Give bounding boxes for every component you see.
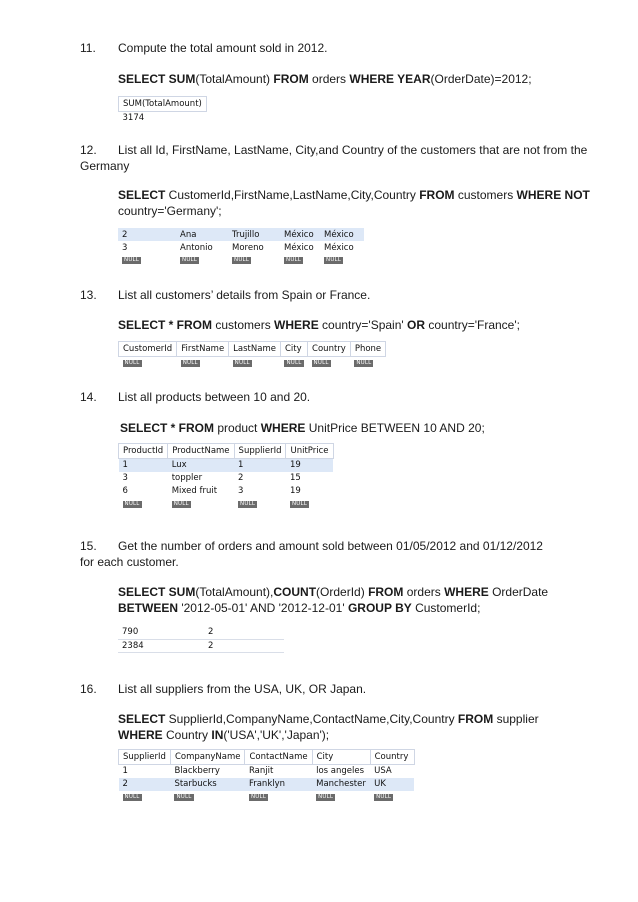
table-cell: Mixed fruit xyxy=(171,486,218,496)
null-row xyxy=(118,254,364,264)
table-cell: 1 xyxy=(234,459,286,472)
sql-text: (TotalAmount) xyxy=(195,72,274,86)
sql-text: (TotalAmount), xyxy=(195,585,274,599)
column-header: CompanyName xyxy=(170,750,245,765)
null-badge: NULL xyxy=(173,500,189,507)
column-header: ProductId xyxy=(119,444,168,459)
table-cell: Manchester xyxy=(312,778,370,791)
column-header: CustomerId xyxy=(119,342,177,357)
sql-query-13 xyxy=(118,317,520,333)
table-cell: Antonio xyxy=(180,242,213,253)
question-text: Get the number of orders and amount sold between 01/05/2012 and 01/12/2012 xyxy=(118,539,543,553)
table-cell: México xyxy=(320,228,364,241)
question-number: 15. xyxy=(80,539,97,553)
question-number: 13. xyxy=(80,288,97,302)
table-row xyxy=(118,626,284,639)
question-number: 12. xyxy=(80,143,97,157)
question-text: List all customers’ details from Spain or France. xyxy=(118,288,371,302)
null-badge: NULL xyxy=(124,500,140,507)
column-header: Country xyxy=(370,750,414,765)
sql-keyword: FROM xyxy=(457,712,494,726)
table-row xyxy=(119,778,415,791)
table-cell: 3 xyxy=(122,473,128,483)
table-cell: 2 xyxy=(238,473,244,483)
question-text: List all Id, FirstName, LastName, City,and Country of the customers that are not from the xyxy=(118,143,588,157)
table-cell: 2 xyxy=(119,778,171,791)
table-cell: 2 xyxy=(204,639,284,652)
result-grid-16 xyxy=(118,749,415,801)
sql-text: SupplierId,CompanyName,ContactName,City,Country xyxy=(165,712,458,726)
table-cell: Lux xyxy=(168,459,234,472)
sql-query-12 xyxy=(118,187,590,219)
table-cell: Blackberry xyxy=(174,766,220,777)
table-cell: Franklyn xyxy=(245,778,312,791)
column-header: UnitPrice xyxy=(286,444,333,459)
sql-text: country='France'; xyxy=(425,318,520,332)
table-row xyxy=(119,472,334,485)
table-cell: toppler xyxy=(171,473,203,483)
sql-text: (OrderId) xyxy=(316,585,369,599)
sql-keyword: SELECT xyxy=(118,712,166,726)
table-cell: USA xyxy=(374,766,392,777)
null-badge: NULL xyxy=(356,360,372,366)
sql-keyword: GROUP BY xyxy=(347,601,412,615)
column-header: City xyxy=(312,750,370,765)
table-cell: 3 xyxy=(122,242,128,253)
sql-keyword: SELECT * FROM xyxy=(120,421,215,435)
table-row xyxy=(118,228,364,241)
null-row xyxy=(119,498,334,508)
table-cell: los angeles xyxy=(316,766,365,777)
null-row xyxy=(119,357,386,368)
table-cell: 1 xyxy=(122,766,128,777)
sql-keyword: FROM xyxy=(368,585,404,599)
result-grid-15 xyxy=(118,626,284,653)
null-badge: NULL xyxy=(291,500,308,507)
null-badge: NULL xyxy=(234,257,250,263)
sql-keyword: SELECT SUM xyxy=(118,585,196,599)
null-badge: NULL xyxy=(250,793,267,800)
sql-text: Country xyxy=(162,728,212,742)
table-cell: 3174 xyxy=(122,113,145,124)
table-row xyxy=(119,485,334,498)
table-row xyxy=(119,459,334,472)
column-header: FirstName xyxy=(177,342,229,357)
sql-text: '2012-05-01' AND '2012-12-01' xyxy=(178,601,348,615)
sql-keyword: WHERE xyxy=(118,728,163,742)
table-cell: Moreno xyxy=(232,242,264,253)
result-grid-13 xyxy=(118,341,386,367)
null-badge: NULL xyxy=(176,793,192,800)
question-text-continued: Germany xyxy=(80,159,130,173)
table-cell: 2384 xyxy=(118,639,204,652)
sql-text: CustomerId; xyxy=(411,601,481,615)
sql-query-14 xyxy=(120,420,485,436)
sql-keyword: WHERE xyxy=(260,421,306,435)
table-cell: México xyxy=(280,228,320,241)
table-cell: 3 xyxy=(238,486,244,496)
column-header: Phone xyxy=(350,342,385,357)
sql-text: UnitPrice BETWEEN 10 AND 20; xyxy=(305,421,485,435)
null-badge: NULL xyxy=(182,257,198,263)
sql-text: orders xyxy=(403,585,445,599)
question-number: 11. xyxy=(80,41,96,55)
sql-text: orders xyxy=(308,72,350,86)
sql-keyword: WHERE xyxy=(444,585,489,599)
sql-text: product xyxy=(214,421,261,435)
column-header: ContactName xyxy=(245,750,312,765)
sql-keyword: WHERE YEAR xyxy=(349,72,431,86)
column-header: SUM(TotalAmount) xyxy=(119,97,207,112)
table-row xyxy=(118,639,284,652)
null-row xyxy=(119,791,415,801)
table-row xyxy=(119,765,415,778)
null-badge: NULL xyxy=(182,360,198,366)
null-badge: NULL xyxy=(286,360,302,366)
question-text: List all products between 10 and 20. xyxy=(118,390,311,404)
sql-keyword: SELECT * FROM xyxy=(118,318,213,332)
table-cell: Starbucks xyxy=(170,778,245,791)
sql-query-15 xyxy=(118,584,548,616)
table-cell: 15 xyxy=(289,473,301,483)
table-cell: UK xyxy=(370,778,414,791)
sql-text: customers xyxy=(454,188,517,202)
sql-keyword: FROM xyxy=(273,72,309,86)
sql-text: OrderDate xyxy=(488,585,549,599)
null-badge: NULL xyxy=(376,793,392,800)
sql-keyword: COUNT xyxy=(273,585,317,599)
column-header: ProductName xyxy=(168,444,234,459)
null-badge: NULL xyxy=(124,360,140,366)
sql-text: ('USA','UK','Japan'); xyxy=(223,728,330,742)
column-header: Country xyxy=(308,342,351,357)
table-cell: 2 xyxy=(204,626,284,639)
null-badge: NULL xyxy=(286,257,302,263)
null-badge: NULL xyxy=(326,257,342,263)
sql-query-16 xyxy=(118,711,539,743)
null-badge: NULL xyxy=(240,500,256,507)
null-badge: NULL xyxy=(124,793,140,800)
result-grid-11 xyxy=(118,96,207,125)
sql-keyword: SELECT SUM xyxy=(118,72,196,86)
null-badge: NULL xyxy=(318,793,334,800)
table-cell: 2 xyxy=(118,228,176,241)
table-row xyxy=(118,241,364,254)
question-number: 14. xyxy=(80,390,97,404)
table-cell: México xyxy=(284,242,314,253)
table-cell: 6 xyxy=(122,486,128,496)
sql-keyword: BETWEEN xyxy=(118,601,178,615)
sql-text: country='Spain' xyxy=(318,318,408,332)
sql-keyword: FROM xyxy=(419,188,455,202)
sql-text: supplier xyxy=(493,712,539,726)
sql-text: customers xyxy=(212,318,275,332)
table-cell: Trujillo xyxy=(228,228,280,241)
sql-keyword: SELECT xyxy=(118,188,166,202)
null-badge: NULL xyxy=(124,257,140,263)
sql-keyword: WHERE xyxy=(274,318,319,332)
question-text-continued: for each customer. xyxy=(80,555,179,569)
null-badge: NULL xyxy=(313,360,329,366)
sql-text: country='Germany'; xyxy=(118,204,222,218)
table-cell: 1 xyxy=(119,459,168,472)
sql-keyword: IN xyxy=(211,728,224,742)
question-text: List all suppliers from the USA, UK, OR Japan. xyxy=(118,682,367,696)
sql-query-11 xyxy=(118,71,532,87)
table-cell: 19 xyxy=(289,486,301,496)
question-text: Compute the total amount sold in 2012. xyxy=(118,41,328,55)
table-cell: 19 xyxy=(286,459,333,472)
table-cell: Ana xyxy=(176,228,228,241)
sql-text: CustomerId,FirstName,LastName,City,Country xyxy=(165,188,420,202)
column-header: SupplierId xyxy=(119,750,171,765)
result-grid-12 xyxy=(118,228,364,264)
column-header: City xyxy=(280,342,307,357)
table-cell: Ranjit xyxy=(248,766,274,777)
sql-text: (OrderDate)=2012; xyxy=(430,72,532,86)
result-grid-14 xyxy=(118,443,334,508)
column-header: LastName xyxy=(229,342,281,357)
column-header: SupplierId xyxy=(234,444,286,459)
sql-keyword: OR xyxy=(407,318,426,332)
table-cell: 790 xyxy=(118,626,204,639)
null-badge: NULL xyxy=(234,360,250,366)
sql-keyword: WHERE NOT xyxy=(516,188,590,202)
question-number: 16. xyxy=(80,682,97,696)
table-cell: México xyxy=(324,242,354,253)
